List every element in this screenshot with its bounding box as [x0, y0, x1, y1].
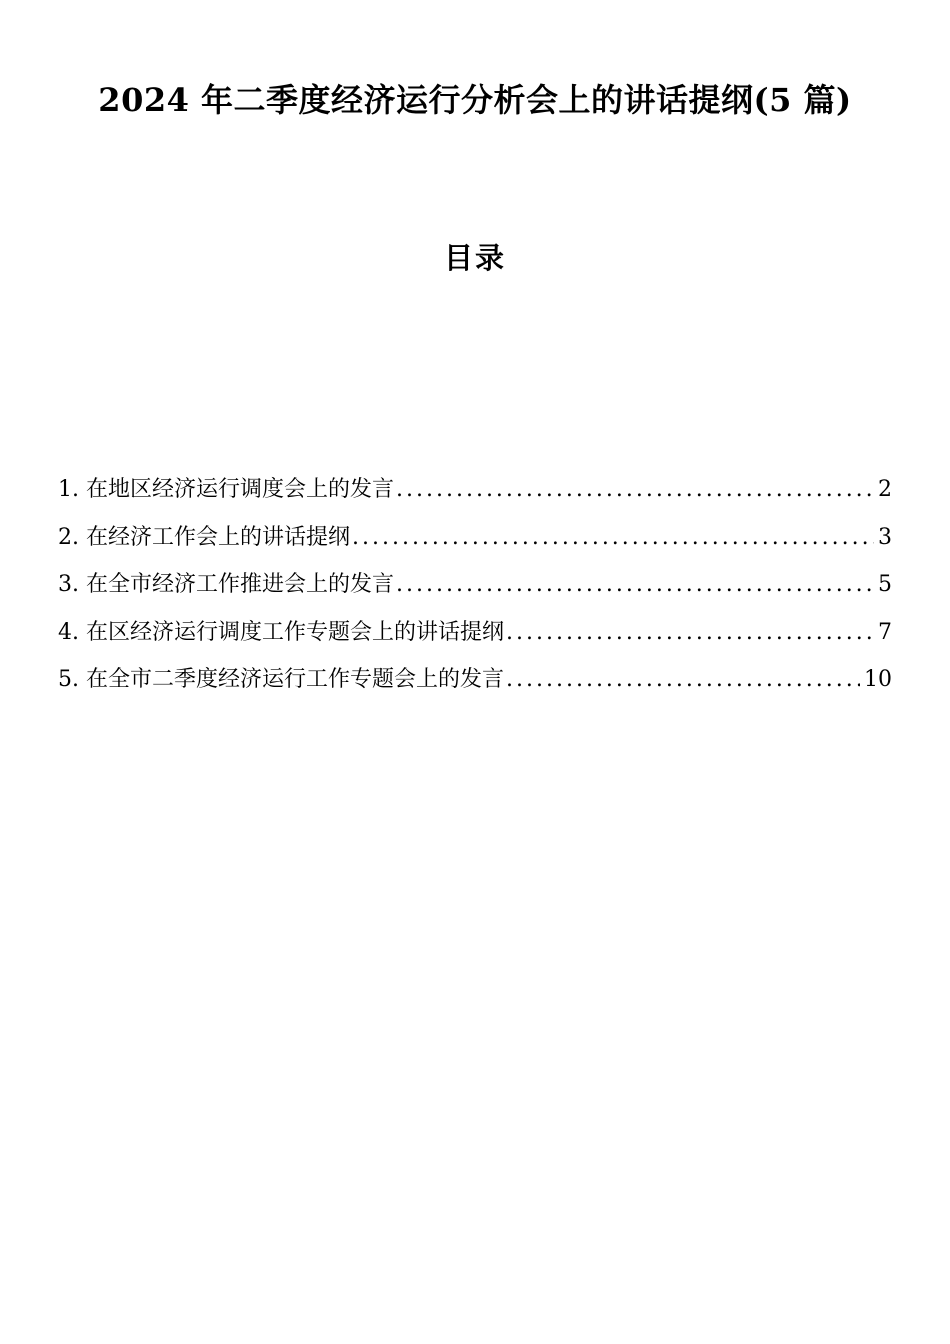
toc-entry[interactable] — [58, 569, 892, 617]
toc-entry[interactable] — [58, 474, 892, 522]
toc-entry[interactable] — [58, 617, 892, 665]
toc-entry[interactable] — [58, 664, 892, 712]
toc-entry-title: 5. 在全市二季度经济运行工作专题会上的发言 — [58, 667, 504, 692]
document-title: 2024 年二季度经济运行分析会上的讲话提纲(5 篇) — [98, 81, 852, 119]
toc-page-number: 3 — [878, 524, 892, 550]
toc-page-number: 2 — [878, 477, 892, 502]
toc-heading: 目录 — [443, 241, 506, 275]
table-of-contents — [58, 474, 892, 712]
toc-dot-leader — [396, 474, 874, 506]
toc-dot-leader — [396, 569, 874, 601]
toc-dot-leader — [506, 617, 874, 649]
toc-page-number: 5 — [878, 572, 892, 597]
toc-page-number: 7 — [878, 619, 892, 645]
toc-entry[interactable] — [58, 522, 892, 570]
toc-entry-title: 1. 在地区经济运行调度会上的发言 — [58, 477, 394, 502]
toc-entry-title: 2. 在经济工作会上的讲话提纲 — [58, 524, 350, 550]
toc-page-number: 10 — [864, 667, 892, 692]
toc-entry-title: 4. 在区经济运行调度工作专题会上的讲话提纲 — [58, 619, 504, 645]
toc-entry-title: 3. 在全市经济工作推进会上的发言 — [58, 572, 394, 597]
toc-dot-leader — [506, 664, 860, 696]
toc-dot-leader — [352, 522, 874, 554]
